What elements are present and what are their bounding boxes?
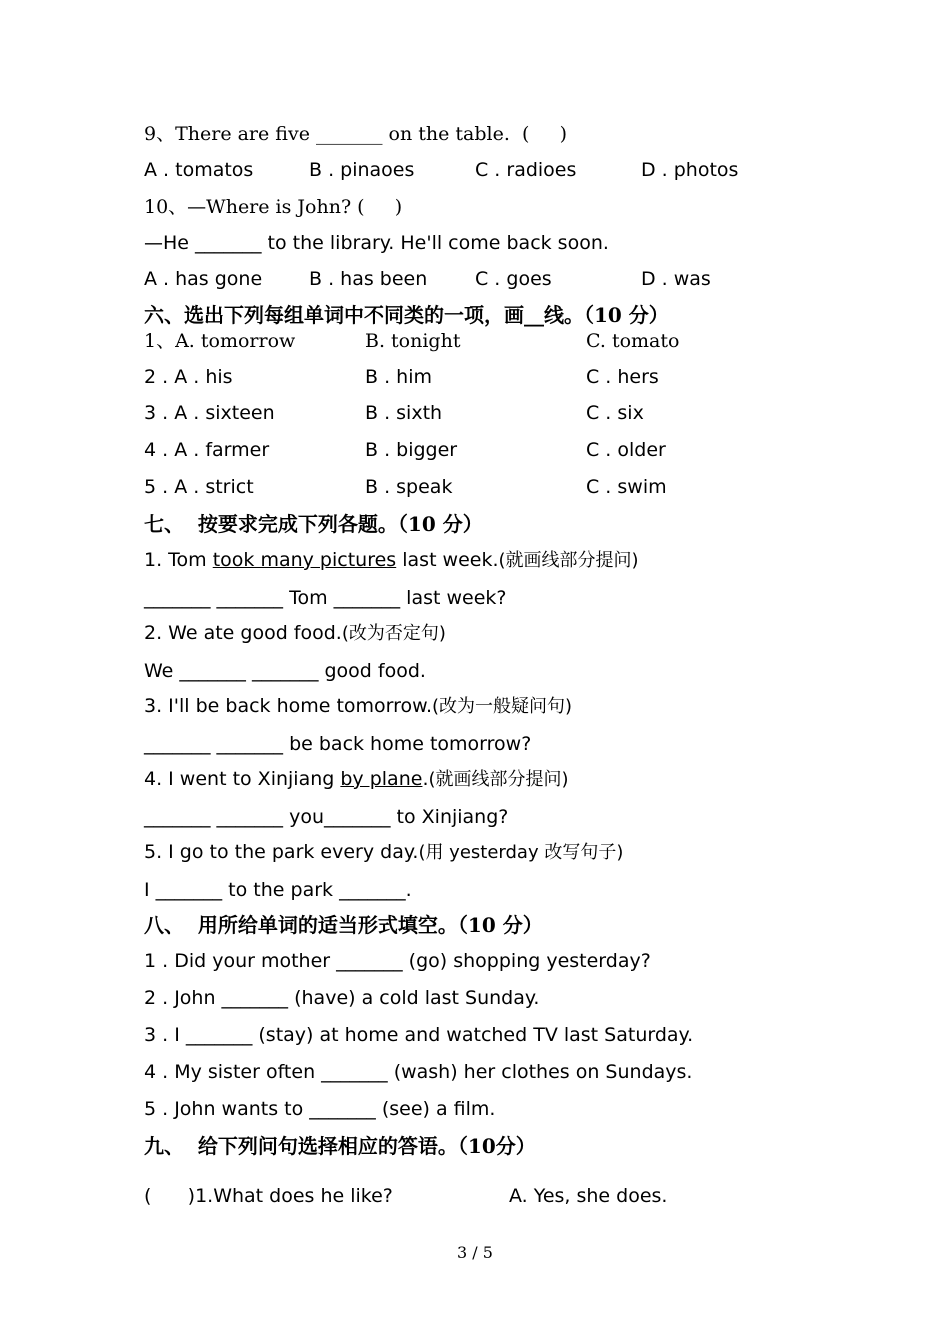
- sec8-item-2: 2 . John _______ (have) a cold last Sunday.: [144, 987, 540, 1009]
- sec7-q4-answer: _______ _______ you_______ to Xinjiang?: [144, 806, 509, 828]
- sec6-row4-a: 4 . A . farmer: [144, 439, 270, 461]
- sec7-q1-answer: _______ _______ Tom _______ last week?: [144, 587, 507, 609]
- q10-stem: 10、—Where is John? ( ): [144, 196, 403, 218]
- sec7-q4-note: (就画线部分提问): [428, 769, 569, 790]
- sec7-q2-text: 2. We ate good food.: [144, 622, 342, 644]
- sec7-q1: [144, 548, 639, 573]
- q9-option-c: C . radioes: [475, 159, 577, 181]
- sec6-row3-a: 3 . A . sixteen: [144, 402, 275, 424]
- q10-option-a: A . has gone: [144, 268, 263, 290]
- q10-option-c: C . goes: [475, 268, 552, 290]
- sec7-q1-note: (就画线部分提问): [498, 550, 639, 571]
- sec7-q5-text: 5. I go to the park every day.: [144, 841, 419, 863]
- sec7-q2-answer: We _______ _______ good food.: [144, 660, 426, 682]
- sec6-row3-c: C . six: [586, 402, 644, 424]
- sec6-row2-a: 2 . A . his: [144, 366, 233, 388]
- sec6-row4-b: B . bigger: [365, 439, 458, 461]
- sec6-row5-b: B . speak: [365, 476, 453, 498]
- q9-option-a: A . tomatos: [144, 159, 254, 181]
- section6-title: 六、选出下列每组单词中不同类的一项，画__线。（10 分）: [144, 303, 669, 327]
- sec7-q4-underlined: by plane: [340, 768, 423, 790]
- sec7-q1-text-b: last week.: [396, 549, 499, 571]
- sec6-row2-b: B . him: [365, 366, 432, 388]
- q10-reply: —He _______ to the library. He'll come back soon.: [144, 232, 609, 254]
- sec7-q3-text: 3. I'll be back home tomorrow.: [144, 695, 433, 717]
- sec7-q1-underlined: took many pictures: [212, 549, 397, 571]
- section8-title: 八、 用所给单词的适当形式填空。（10 分）: [144, 913, 543, 937]
- sec9-question-1: ( )1.What does he like?: [144, 1185, 393, 1207]
- sec8-item-3: 3 . I _______ (stay) at home and watched TV last Saturday.: [144, 1024, 694, 1046]
- section7-title: 七、 按要求完成下列各题。（10 分）: [144, 512, 483, 536]
- sec7-q5-note: (用 yesterday 改写句子): [418, 842, 624, 863]
- sec7-q3-answer: _______ _______ be back home tomorrow?: [144, 733, 532, 755]
- sec6-row1-b: B. tonight: [365, 330, 461, 352]
- sec6-row4-c: C . older: [586, 439, 666, 461]
- sec7-q4-text-a: 4. I went to Xinjiang: [144, 768, 341, 790]
- sec7-q3: [144, 694, 572, 719]
- sec9-answer-a: A. Yes, she does.: [509, 1185, 668, 1207]
- sec7-q2-note: (改为否定句): [341, 623, 446, 644]
- sec6-row5-c: C . swim: [586, 476, 667, 498]
- sec7-q5: [144, 840, 623, 865]
- sec8-item-5: 5 . John wants to _______ (see) a film.: [144, 1098, 496, 1120]
- sec8-item-4: 4 . My sister often _______ (wash) her clothes on Sundays.: [144, 1061, 693, 1083]
- sec6-row1-c: C. tomato: [586, 330, 680, 352]
- q10-option-d: D . was: [641, 268, 711, 290]
- q10-option-b: B . has been: [309, 268, 428, 290]
- section9-title: 九、 给下列问句选择相应的答语。（10分）: [144, 1134, 536, 1158]
- page-number: 3 / 5: [457, 1243, 493, 1262]
- sec6-row3-b: B . sixth: [365, 402, 443, 424]
- sec6-row5-a: 5 . A . strict: [144, 476, 254, 498]
- sec6-row1-a: 1、A. tomorrow: [144, 330, 296, 352]
- sec7-q4: [144, 767, 569, 792]
- sec7-q3-note: (改为一般疑问句): [432, 696, 573, 717]
- q9-option-d: D . photos: [641, 159, 739, 181]
- q9-option-b: B . pinaoes: [309, 159, 415, 181]
- q9-stem: 9、There are five _______ on the table. ( ): [144, 123, 567, 145]
- sec7-q1-text-a: 1. Tom: [144, 549, 213, 571]
- sec7-q2: [144, 621, 446, 646]
- sec7-q5-answer: I _______ to the park _______.: [144, 879, 412, 901]
- sec7-q4-text-b: .: [422, 768, 429, 790]
- sec6-row2-c: C . hers: [586, 366, 659, 388]
- sec8-item-1: 1 . Did your mother _______ (go) shopping yesterday?: [144, 950, 651, 972]
